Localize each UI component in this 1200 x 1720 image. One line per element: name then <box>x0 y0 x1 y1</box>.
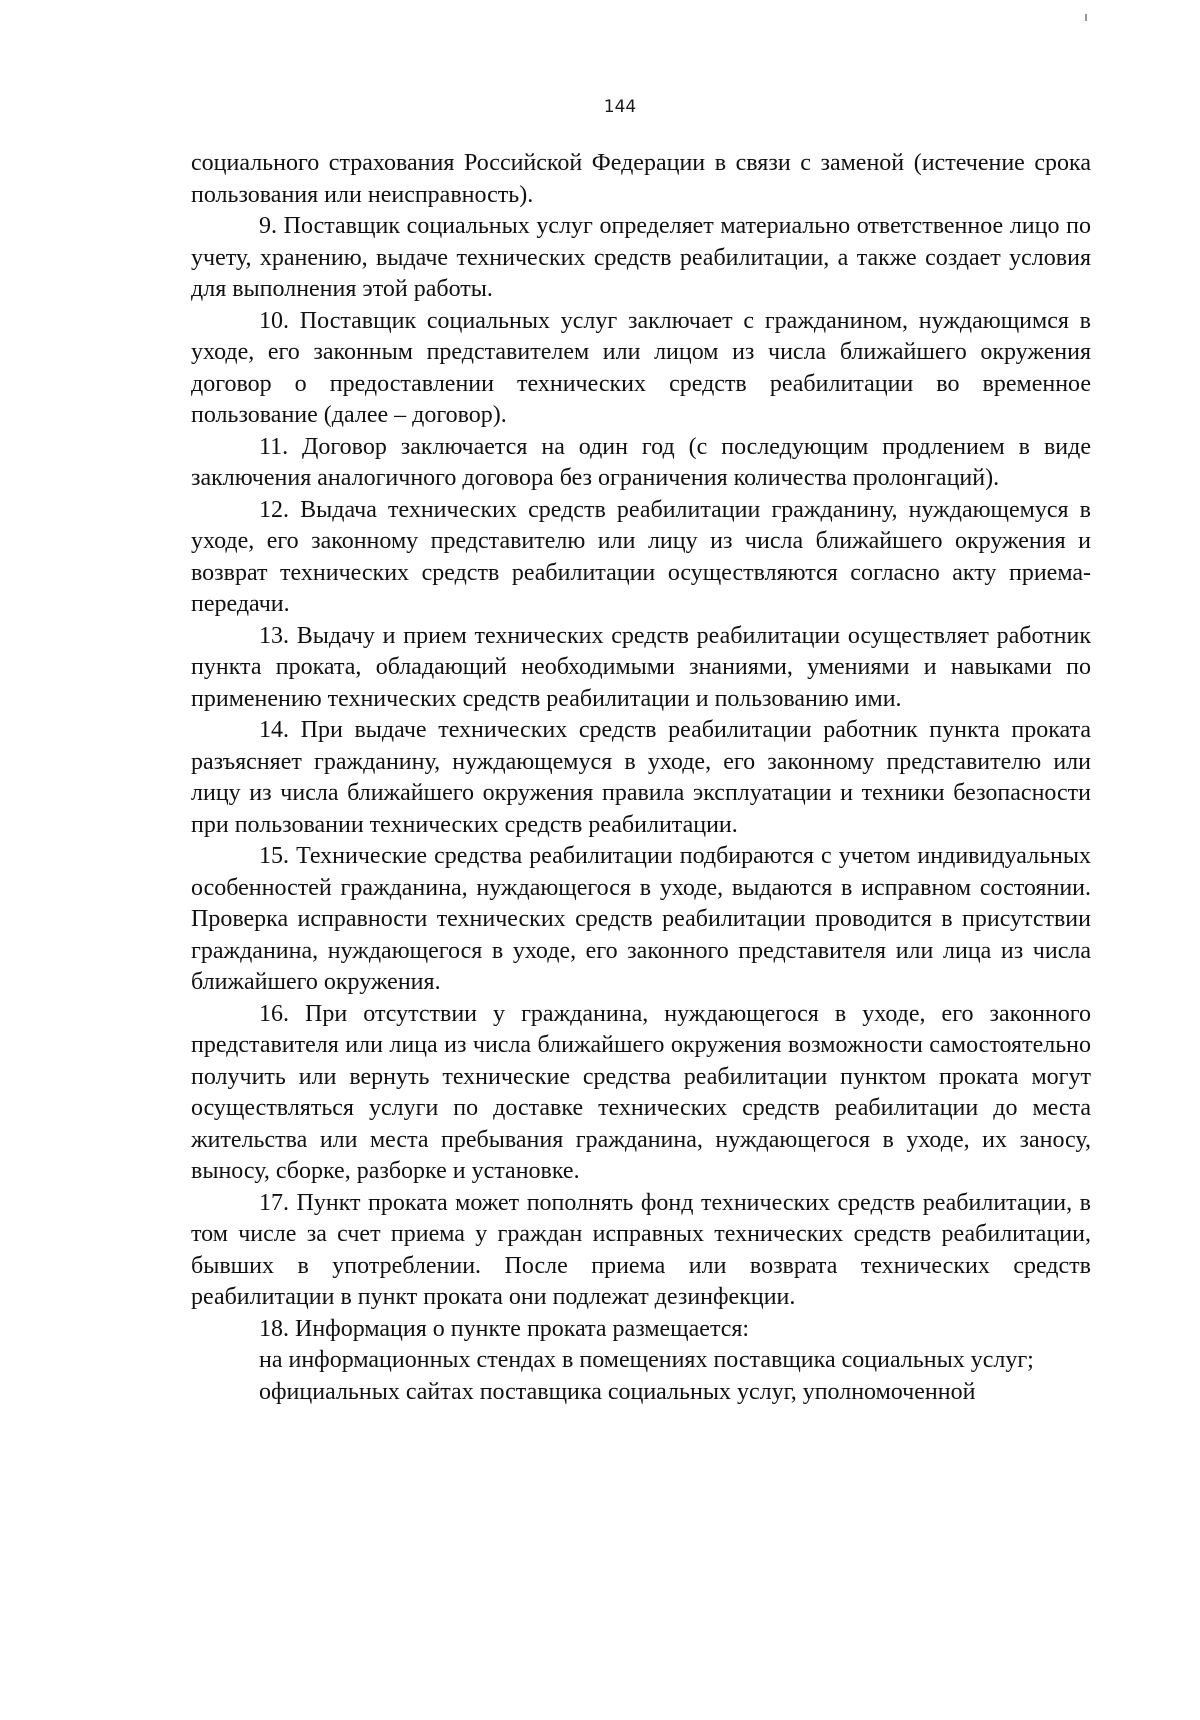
paragraph-continuation: социального страхования Российской Федерации в связи с заменой (истечение срока пользования или неисправность). <box>191 150 1091 208</box>
paragraph-18: 18. Информация о пункте проката размещается: <box>259 1315 750 1342</box>
paragraph-12: 12. Выдача технических средств реабилитации гражданину, нуждающемуся в уходе, его законному представителю или лицу из числа ближайшего окружения и возврат технических средств реабилитации осуществляются согласно акту приема-передачи. <box>191 496 1091 617</box>
list-item-websites: официальных сайтах поставщика социальных услуг, уполномоченной <box>259 1378 976 1405</box>
paragraph-11: 11. Договор заключается на один год (с последующим продлением в виде заключения аналогичного договора без ограничения количества пролонгаций). <box>191 433 1091 491</box>
document-body <box>191 148 1091 1408</box>
paragraph-15: 15. Технические средства реабилитации подбираются с учетом индивидуальных особенностей гражданина, нуждающегося в уходе, выдаются в исправном состоянии. Проверка исправности технических средств реабилитации проводится в присутствии гражданина, нуждающегося в уходе, его законного представителя или лица из числа ближайшего окружения. <box>191 843 1091 995</box>
paragraph-17: 17. Пункт проката может пополнять фонд технических средств реабилитации, в том числе за счет приема у граждан исправных технических средств реабилитации, бывших в употреблении. После приема или возврата технических средств реабилитации в пункт проката они подлежат дезинфекции. <box>191 1189 1091 1310</box>
list-item-stands: на информационных стендах в помещениях поставщика социальных услуг; <box>259 1347 1034 1373</box>
paragraph-16: 16. При отсутствии у гражданина, нуждающегося в уходе, его законного представителя или лица из числа ближайшего окружения возможности самостоятельно получить или вернуть технические средства реабилитации пунктом проката могут осуществляться услуги по доставке технических средств реабилитации до места жительства или места пребывания гражданина, нуждающегося в уходе, их заносу, выносу, сборке, разборке и установке. <box>191 1000 1091 1184</box>
scan-artifact <box>1085 14 1087 21</box>
paragraph-13: 13. Выдачу и прием технических средств реабилитации осуществляет работник пункта проката, обладающий необходимыми знаниями, умениями и навыками по применению технических средств реабилитации и пользованию ими. <box>191 622 1091 712</box>
page-number: 144 <box>603 97 637 117</box>
paragraph-14: 14. При выдаче технических средств реабилитации работник пункта проката разъясняет гражданину, нуждающемуся в уходе, его законному представителю или лицу из числа ближайшего окружения правила эксплуатации и техники безопасности при пользовании технических средств реабилитации. <box>191 717 1091 838</box>
paragraph-10: 10. Поставщик социальных услуг заключает с гражданином, нуждающимся в уходе, его законным представителем или лицом из числа ближайшего окружения договор о предоставлении технических средств реабилитации во временное пользование (далее – договор). <box>191 307 1091 428</box>
paragraph-9: 9. Поставщик социальных услуг определяет материально ответственное лицо по учету, хранению, выдаче технических средств реабилитации, а также создает условия для выполнения этой работы. <box>191 213 1091 302</box>
